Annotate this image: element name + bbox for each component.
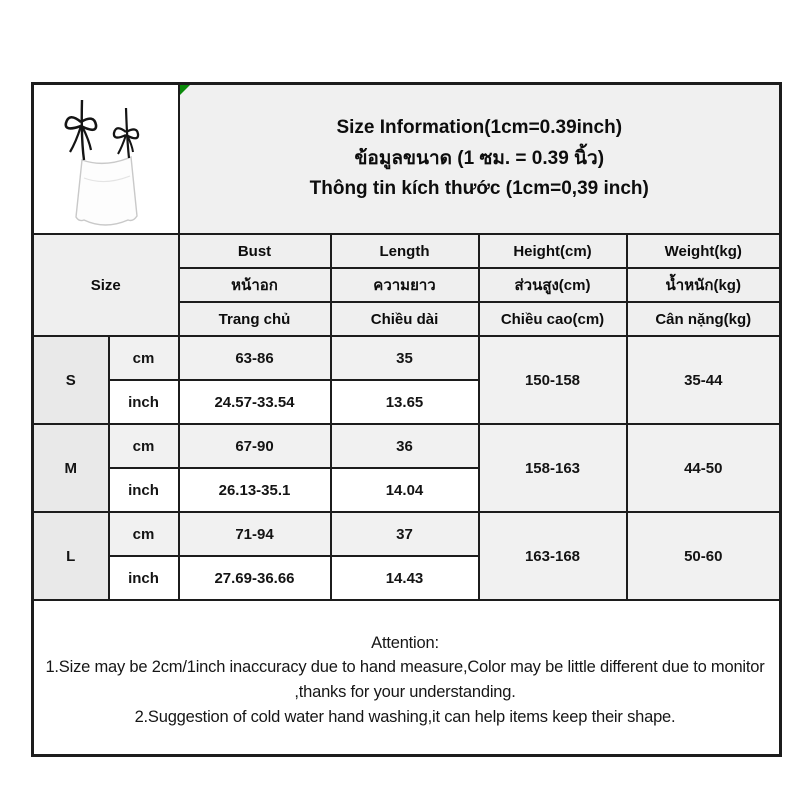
unit-inch: inch [109,556,179,600]
m-weight: 44-50 [627,424,781,512]
m-height: 158-163 [479,424,627,512]
title-row [33,84,781,235]
unit-inch: inch [109,380,179,424]
height-header-th: ส่วนสูง(cm) [479,268,627,302]
length-header-en: Length [331,234,479,268]
s-length-inch: 13.65 [331,380,479,424]
m-bust-cm: 67-90 [179,424,331,468]
bust-header-vi: Trang chủ [179,302,331,336]
attention-notes [33,600,781,756]
bust-header-en: Bust [179,234,331,268]
size-chart-table [31,82,782,757]
row-l-cm [33,512,781,556]
s-length-cm: 35 [331,336,479,380]
size-info-title-cell [179,84,781,235]
m-length-inch: 14.04 [331,468,479,512]
l-length-cm: 37 [331,512,479,556]
s-weight: 35-44 [627,336,781,424]
unit-cm: cm [109,424,179,468]
size-label-m: M [33,424,109,512]
l-weight: 50-60 [627,512,781,600]
weight-header-en: Weight(kg) [627,234,781,268]
height-header-en: Height(cm) [479,234,627,268]
weight-header-vi: Cân nặng(kg) [627,302,781,336]
title-thai: ข้อมูลขนาด (1 ซม. = 0.39 นิ้ว) [354,147,605,169]
size-label-l: L [33,512,109,600]
length-header-vi: Chiều dài [331,302,479,336]
title-english: Size Information(1cm=0.39inch) [336,116,623,138]
m-bust-inch: 26.13-35.1 [179,468,331,512]
title-vietnamese: Thông tin kích thước (1cm=0,39 inch) [309,178,649,200]
attention-note-1: 1.Size may be 2cm/1inch inaccuracy due to hand measure,Color may be little different due to monitor ,thanks for your understanding. [45,658,765,701]
attention-title: Attention: [371,633,439,652]
weight-header-th: น้ำหนัก(kg) [627,268,781,302]
s-height: 150-158 [479,336,627,424]
length-header-th: ความยาว [331,268,479,302]
camisole-product-image [35,88,177,230]
s-bust-inch: 24.57-33.54 [179,380,331,424]
row-s-cm [33,336,781,380]
l-height: 163-168 [479,512,627,600]
s-bust-cm: 63-86 [179,336,331,380]
height-header-vi: Chiều cao(cm) [479,302,627,336]
unit-inch: inch [109,468,179,512]
product-image-cell [33,84,179,235]
bust-header-th: หน้าอก [179,268,331,302]
attention-note-2: 2.Suggestion of cold water hand washing,it can help items keep their shape. [134,707,676,726]
l-bust-inch: 27.69-36.66 [179,556,331,600]
unit-cm: cm [109,512,179,556]
l-length-inch: 14.43 [331,556,479,600]
m-length-cm: 36 [331,424,479,468]
attention-row [33,600,781,756]
unit-cm: cm [109,336,179,380]
row-m-cm [33,424,781,468]
size-column-header: Size [33,234,179,336]
size-label-s: S [33,336,109,424]
corner-marker-icon [180,85,190,95]
l-bust-cm: 71-94 [179,512,331,556]
header-row-english [33,234,781,268]
